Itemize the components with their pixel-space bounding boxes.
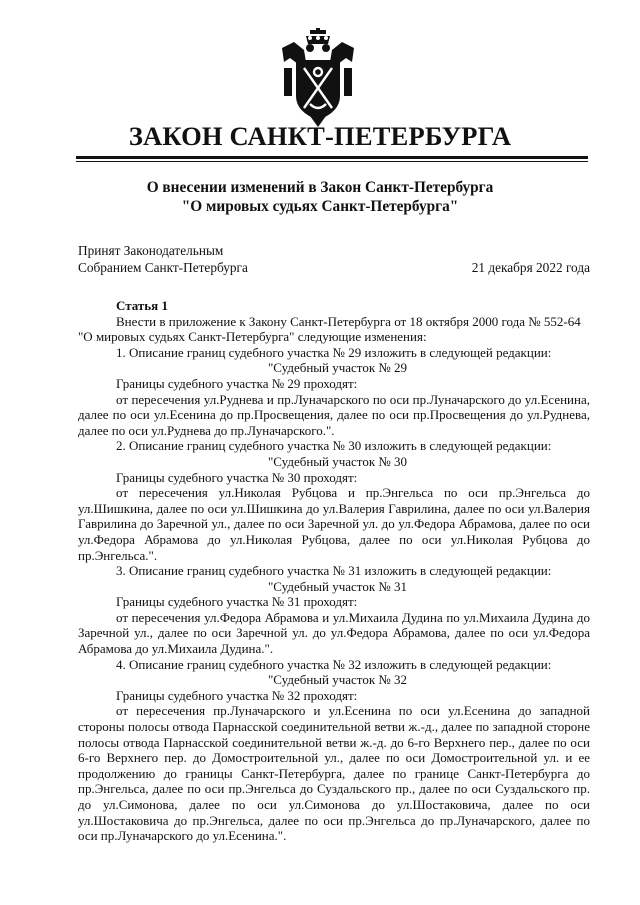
spb-coat-of-arms-icon [280, 28, 356, 128]
item-boundary-text: от пересечения ул.Руднева и пр.Луначарского по оси пр.Луначарского до ул.Есенина, далее по оси ул.Есенина до пр.Просвещения, далее по оси пр.Просвещения до ул.Руднева, далее по оси ул.Руднева до пр.Луначарского.". [78, 391, 590, 438]
title-divider-thick [76, 156, 588, 159]
article-intro-2: "О мировых судьях Санкт-Петербурга" следующие изменения: [78, 329, 427, 345]
item-boundary-text: от пересечения пр.Луначарского и ул.Есенина по оси ул.Есенина до западной стороны полосы отвода Парнасской соединительной ветви ж.-д., далее по западной стороне полосы отвода Парнасской соединительной ветви ж.-д. до 6-го Верхнего пер., далее по оси 6-го Верхнего пер. до Домостроительной ул., далее по оси Домостроительной ул. и ее продолжению до границы Санкт-Петербурга, далее по границе Санкт-Петербурга до пр.Энгельса, далее по оси пр.Энгельса до Суздальского пр., далее по оси Суздальского пр. до ул.Симонова, далее по оси ул.Симонова до ул.Шостаковича, далее по оси ул.Шостаковича до пр.Энгельса, далее по оси пр.Энгельса до пр.Луначарского, далее по оси пр.Луначарского до ул.Есенина.". [78, 703, 590, 844]
item-section-name: "Судебный участок № 32 [268, 672, 408, 688]
item-section-name: "Судебный участок № 31 [268, 578, 408, 594]
adoption-line-2: Собранием Санкт-Петербурга [78, 260, 248, 275]
item-boundary-text: от пересечения ул.Николая Рубцова и пр.Энгельса по оси пр.Энгельса до ул.Шишкина, далее по оси ул.Шишкина до ул.Валерия Гаврилина, далее по оси ул.Валерия Гаврилина до Заречной ул., далее по оси Заречной ул. до ул.Федора Абрамова, далее по оси ул.Федора Абрамова до ул.Николая Рубцова, далее по оси ул.Николая Рубцова до пр.Энгельса.". [78, 485, 590, 563]
law-title: ЗАКОН САНКТ-ПЕТЕРБУРГА [128, 121, 512, 151]
subtitle-line-2: "О мировых судьях Санкт-Петербурга" [181, 198, 459, 215]
item-section-name: "Судебный участок № 29 [268, 360, 408, 376]
item-passes-heading: Границы судебного участка № 32 проходят: [116, 687, 358, 703]
article-heading: Статья 1 [116, 298, 168, 313]
item-instruction: 2. Описание границ судебного участка № 30 изложить в следующей редакции: [116, 438, 552, 454]
item-passes-heading: Границы судебного участка № 30 проходят: [116, 469, 358, 485]
item-passes-heading: Границы судебного участка № 29 проходят: [116, 375, 358, 391]
item-instruction: 3. Описание границ судебного участка № 31 изложить в следующей редакции: [116, 563, 552, 579]
subtitle-line-1: О внесении изменений в Закон Санкт-Петербурга [146, 179, 494, 196]
item-passes-heading: Границы судебного участка № 31 проходят: [116, 594, 358, 610]
article-intro-1: Внести в приложение к Закону Санкт-Петербурга от 18 октября 2000 года № 552-64 [116, 313, 581, 329]
item-boundary-text: от пересечения ул.Федора Абрамова и ул.Михаила Дудина по ул.Михаила Дудина до Заречной ул., далее по оси Заречной ул. до ул.Федора Абрамова, далее по оси ул.Федора Абрамова до ул.Михаила Дудина.". [78, 609, 590, 657]
adoption-line-1: Принят Законодательным [78, 243, 224, 258]
article-body [78, 298, 590, 844]
law-subtitle [0, 178, 640, 216]
adoption-note [78, 242, 248, 276]
item-section-name: "Судебный участок № 30 [268, 453, 408, 469]
item-instruction: 4. Описание границ судебного участка № 32 изложить в следующей редакции: [116, 656, 552, 672]
adoption-date: 21 декабря 2022 года [471, 260, 590, 275]
title-divider-thin [76, 161, 588, 162]
item-instruction: 1. Описание границ судебного участка № 29 изложить в следующей редакции: [116, 344, 552, 360]
